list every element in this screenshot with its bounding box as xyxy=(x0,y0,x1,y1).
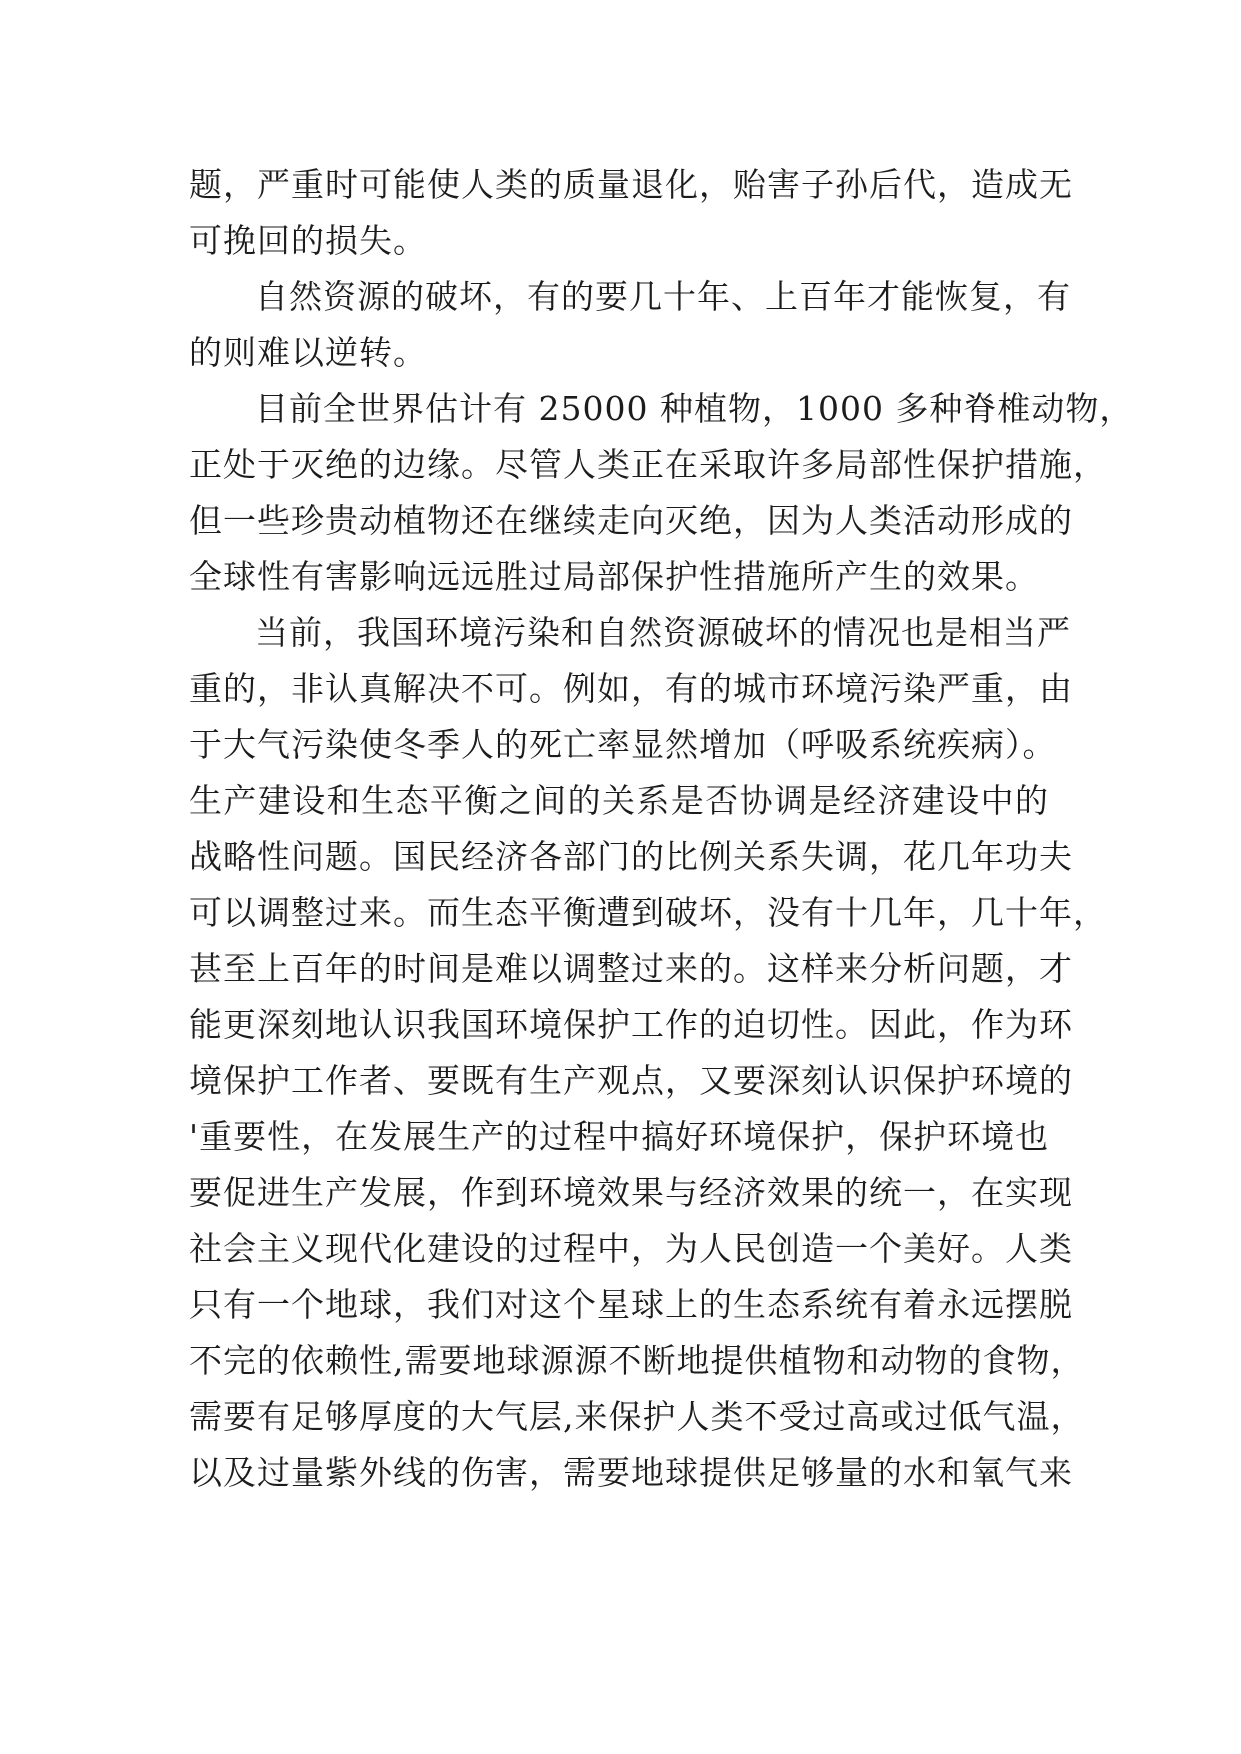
paragraph-first-line: 自然资源的破坏，有的要几十年、上百年才能恢复，有 xyxy=(255,277,1071,316)
text-line: 以及过量紫外线的伤害，需要地球提供足够量的水和氧气来 xyxy=(189,1453,1073,1492)
text-line: 题，严重时可能使人类的质量退化，贻害子孙后代，造成无 xyxy=(189,165,1073,204)
text-line: 重的，非认真解决不可。例如，有的城市环境污染严重，由 xyxy=(189,669,1073,708)
paragraph-first-line: 当前，我国环境污染和自然资源破坏的情况也是相当严 xyxy=(255,613,1071,652)
text-line: 可挽回的损失。 xyxy=(189,221,427,260)
text-line: 于大气污染使冬季人的死亡率显然增加（呼吸系统疾病）。 xyxy=(189,725,1057,764)
text-line: 的则难以逆转。 xyxy=(189,333,427,372)
text-line: 正处于灭绝的边缘。尽管人类正在采取许多局部性保护措施， xyxy=(189,445,1107,484)
text-line: 全球性有害影响远远胜过局部保护性措施所产生的效果。 xyxy=(189,557,1039,596)
text-line: 可以调整过来。而生态平衡遭到破坏，没有十几年，几十年， xyxy=(189,893,1107,932)
text-line: 不完的依赖性,需要地球源源不断地提供植物和动物的食物， xyxy=(189,1341,1085,1380)
text-line: 要促进生产发展，作到环境效果与经济效果的统一，在实现 xyxy=(189,1173,1073,1212)
text-line: 能更深刻地认识我国环境保护工作的迫切性。因此，作为环 xyxy=(189,1005,1073,1044)
text-line: 境保护工作者、要既有生产观点，又要深刻认识保护环境的 xyxy=(189,1061,1073,1100)
text-line: 但一些珍贵动植物还在继续走向灭绝，因为人类活动形成的 xyxy=(189,501,1073,540)
text-line: '重要性，在发展生产的过程中搞好环境保护，保护环境也 xyxy=(189,1117,1050,1156)
text-line: 甚至上百年的时间是难以调整过来的。这样来分析问题，才 xyxy=(189,949,1073,988)
text-line: 只有一个地球，我们对这个星球上的生态系统有着永远摆脱 xyxy=(189,1285,1073,1324)
text-line: 需要有足够厚度的大气层,来保护人类不受过高或过低气温， xyxy=(189,1397,1085,1436)
text-line: 生产建设和生态平衡之间的关系是否协调是经济建设中的 xyxy=(189,781,1049,820)
paragraph-first-line: 目前全世界估计有 25000 种植物，1000 多种脊椎动物， xyxy=(255,389,1134,428)
text-line: 社会主义现代化建设的过程中，为人民创造一个美好。人类 xyxy=(189,1229,1073,1268)
text-line: 战略性问题。国民经济各部门的比例关系失调，花几年功夫 xyxy=(189,837,1073,876)
body-text xyxy=(189,157,1134,1501)
